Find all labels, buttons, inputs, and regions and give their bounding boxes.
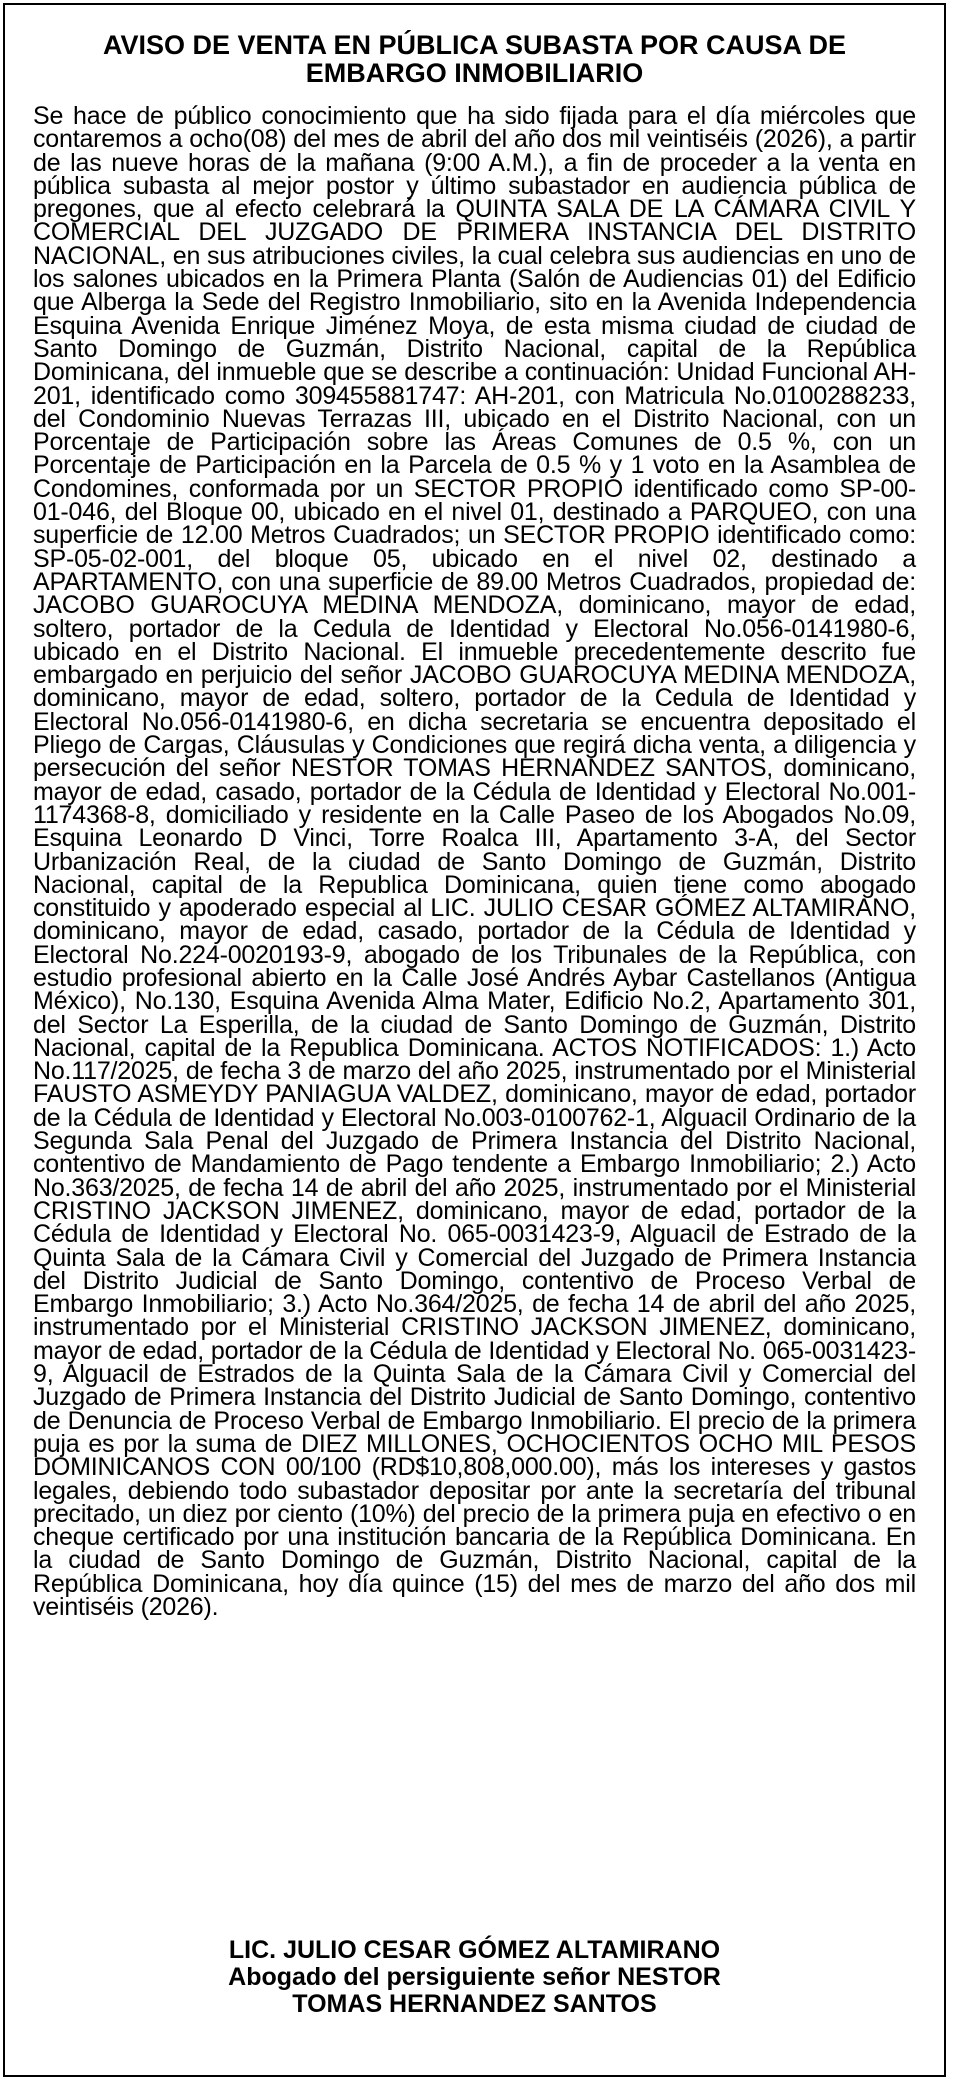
notice-title: AVISO DE VENTA EN PÚBLICA SUBASTA POR CAUSA DE EMBARGO INMOBILIARIO — [102, 30, 847, 88]
notice-frame — [3, 3, 946, 2077]
signature-name: LIC. JULIO CESAR GÓMEZ ALTAMIRANO — [228, 1936, 721, 1964]
signature-block — [35, 1937, 914, 2018]
signature-role-line-1: Abogado del persiguiente señor NESTOR — [228, 1963, 721, 1991]
signature-role-line-2: TOMAS HERNANDEZ SANTOS — [292, 1990, 657, 2018]
notice-body: Se hace de público conocimiento que ha sido fijada para el día miércoles que contaremos a ocho(08) del mes de abril del año dos mil veintiséis (2026), a partir de las nueve horas de la mañana (9:00 A.M.), a fin de proceder a la venta en pública subasta al mejor postor y último subastador en audiencia pública de pregones, que al efecto celebrará la QUINTA SALA DE LA CÁMARA CIVIL Y COMERCIAL DEL JUZGADO DE PRIMERA INSTANCIA DEL DISTRITO NACIONAL, en sus atribuciones civiles, la cual celebra sus audiencias en uno de los salones ubicados en la Primera Planta (Salón de Audiencias 01) del Edificio que Alberga la Sede del Registro Inmobiliario, sito en la Avenida Independencia Esquina Avenida Enrique Jiménez Moya, de esta misma ciudad de ciudad de Santo Domingo de Guzmán, Distrito Nacional, capital de la República Dominicana, del inmueble que se describe a continuación: Unidad Funcional AH-201, identificado como 309455881747: AH-201, con Matricula No.0100288233, del Condominio Nuevas Terrazas III, ubicado en el Distrito Nacional, con un Porcentaje de Participación sobre las Áreas Comunes de 0.5 %, con un Porcentaje de Participación en la Parcela de 0.5 % y 1 voto en la Asamblea de Condomines, conformada por un SECTOR PROPIO identificado como SP-00-01-046, del Bloque 00, ubicado en el nivel 01, destinado a PARQUEO, con una superficie de 12.00 Metros Cuadrados; un SECTOR PROPIO identificado como: SP-05-02-001, del bloque 05, ubicado en el nivel 02, destinado a APARTAMENTO, con una superficie de 89.00 Metros Cuadrados, propiedad de: JACOBO GUAROCUYA MEDINA MENDOZA, dominicano, mayor de edad, soltero, portador de la Cedula de Identidad y Electoral No.056-0141980-6, ubicado en el Distrito Nacional. El inmueble precedentemente descrito fue embargado en perjuicio del señor JACOBO GUAROCUYA MEDINA MENDOZA, dominicano, mayor de edad, soltero, portador de la Cedula de Identidad y Electoral No.056-0141980-6, en dicha secretaria se encuentra depositado el Pliego de Cargas, Cláusulas y Condiciones que regirá dicha venta, a diligencia y persecución del señor NESTOR TOMAS HERNANDEZ SANTOS, dominicano, mayor de edad, casado, portador de la Cédula de Identidad y Electoral No.001-1174368-8, domiciliado y residente en la Calle Paseo de los Abogados No.09, Esquina Leonardo D Vinci, Torre Roalca III, Apartamento 3-A, del Sector Urbanización Real, de la ciudad de Santo Domingo de Guzmán, Distrito Nacional, capital de la Republica Dominicana, quien tiene como abogado constituido y apoderado especial al LIC. JULIO CESAR GÓMEZ ALTAMIRANO, dominicano, mayor de edad, casado, portador de la Cédula de Identidad y Electoral No.224-0020193-9, abogado de los Tribunales de la República, con estudio profesional abierto en la Calle José Andrés Aybar Castellanos (Antigua México), No.130, Esquina Avenida Alma Mater, Edificio No.2, Apartamento 301, del Sector La Esperilla, de la ciudad de Santo Domingo de Guzmán, Distrito Nacional, capital de la Republica Dominicana. ACTOS NOTIFICADOS: 1.) Acto No.117/2025, de fecha 3 de marzo del año 2025, instrumentado por el Ministerial FAUSTO ASMEYDY PANIAGUA VALDEZ, dominicano, mayor de edad, portador de la Cédula de Identidad y Electoral No.003-0100762-1, Alguacil Ordinario de la Segunda Sala Penal del Juzgado de Primera Instancia del Distrito Nacional, contentivo de Mandamiento de Pago tendente a Embargo Inmobiliario; 2.) Acto No.363/2025, de fecha 14 de abril del año 2025, instrumentado por el Ministerial CRISTINO JACKSON JIMENEZ, dominicano, mayor de edad, portador de la Cédula de Identidad y Electoral No. 065-0031423-9, Alguacil de Estrado de la Quinta Sala de la Cámara Civil y Comercial del Juzgado de Primera Instancia del Distrito Judicial de Santo Domingo, contentivo de Proceso Verbal de Embargo Inmobiliario; 3.) Acto No.364/2025, de fecha 14 de abril del año 2025, instrumentado por el Ministerial CRISTINO JACKSON JIMENEZ, dominicano, mayor de edad, portador de la Cédula de Identidad y Electoral No. 065-0031423-9, Alguacil de Estrados de la Quinta Sala de la Cámara Civil y Comercial del Juzgado de Primera Instancia del Distrito Judicial de Santo Domingo, contentivo de Denuncia de Proceso Verbal de Embargo Inmobiliario. El precio de la primera puja es por la suma de DIEZ MILLONES, OCHOCIENTOS OCHO MIL PESOS DOMINICANOS CON 00/100 (RD$10,808,000.00), más los intereses y gastos legales, debiendo todo subastador depositar por ante la secretaría del tribunal precitado, un diez por ciento (10%) del precio de la primera puja en efectivo o en cheque certificado por una institución bancaria de la República Dominicana. En la ciudad de Santo Domingo de Guzmán, Distrito Nacional, capital de la República Dominicana, hoy día quince (15) del mes de marzo del año dos mil veintiséis (2026). — [33, 102, 916, 1621]
